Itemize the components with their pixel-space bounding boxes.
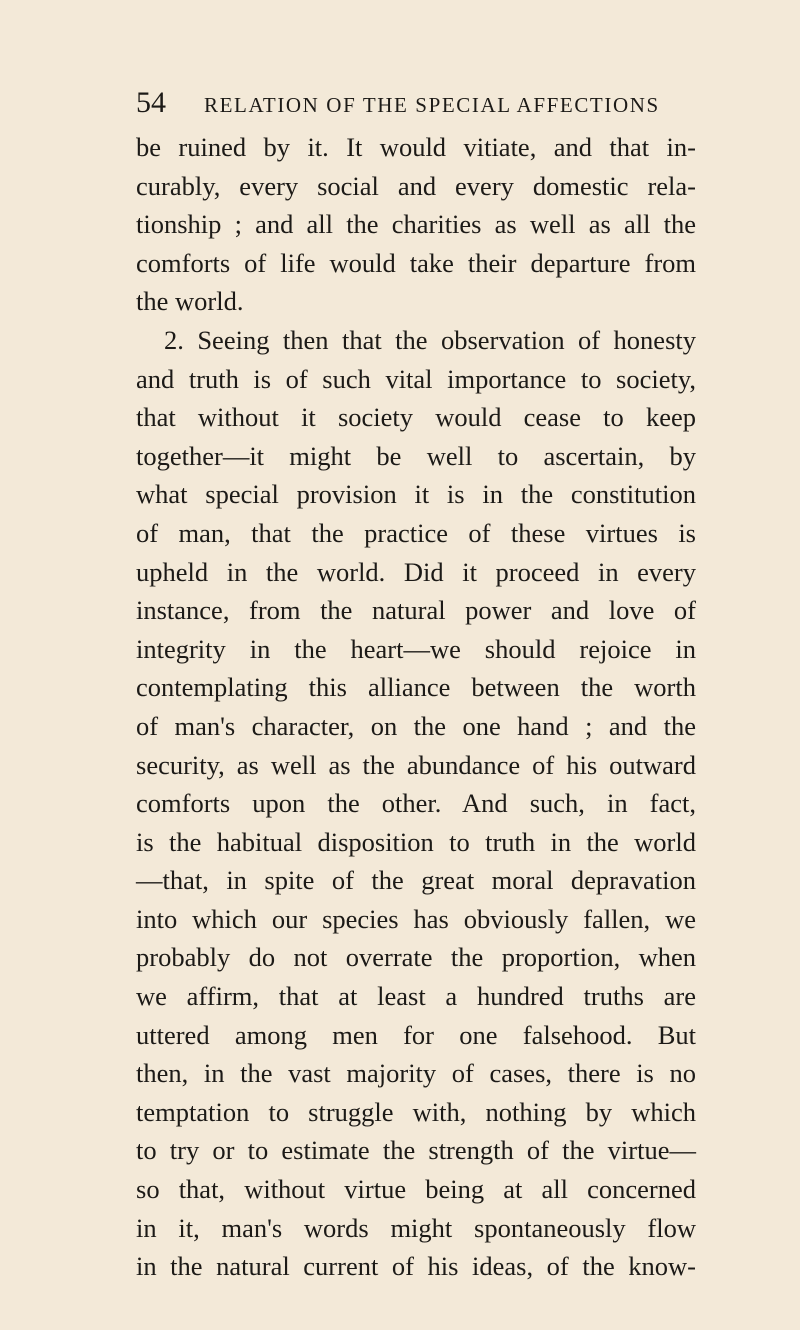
text-line: curably, every social and every domestic rela- [136,170,696,201]
text-line: together—it might be well to ascertain, by [136,440,696,471]
text-line: tionship ; and all the charities as well as all the [136,209,696,240]
text-line: of man's character, on the one hand ; and the [136,710,696,741]
text-line: comforts of life would take their departure from [136,247,696,278]
text-line: into which our species has obviously fallen, we [136,903,696,934]
text-line: —that, in spite of the great moral depravation [136,865,696,896]
text-line: instance, from the natural power and love of [136,595,696,626]
text-line: and truth is of such vital importance to society, [136,363,696,394]
text-line: 2. Seeing then that the observation of honesty [164,324,696,355]
text-line: uttered among men for one falsehood. But [136,1019,696,1050]
running-head [136,86,660,126]
text-line: to try or to estimate the strength of the virtue— [136,1135,696,1166]
text-line: temptation to struggle with, nothing by which [136,1096,696,1127]
text-line: the world. [136,286,244,317]
text-line: that without it society would cease to keep [136,402,696,433]
text-line: we affirm, that at least a hundred truths are [136,981,696,1012]
text-line: security, as well as the abundance of his outward [136,749,696,780]
text-line: upheld in the world. Did it proceed in every [136,556,696,587]
running-head-title: RELATION OF THE SPECIAL AFFECTIONS [204,93,660,117]
page-number: 54 [136,86,166,119]
body-text [136,128,696,1286]
text-line: be ruined by it. It would vitiate, and that in- [136,132,696,162]
text-line: comforts upon the other. And such, in fact, [136,788,696,819]
text-line: what special provision it is in the constitution [136,479,696,510]
text-line: integrity in the heart—we should rejoice in [136,633,696,664]
text-line: then, in the vast majority of cases, there is no [136,1058,696,1089]
text-line: in it, man's words might spontaneously flow [136,1212,696,1243]
text-line: is the habitual disposition to truth in the world [136,826,696,857]
text-line: probably do not overrate the proportion, when [136,942,696,973]
text-line: in the natural current of his ideas, of the know- [136,1251,696,1282]
text-line: contemplating this alliance between the worth [136,672,696,703]
text-line: so that, without virtue being at all concerned [136,1174,696,1205]
text-line: of man, that the practice of these virtues is [136,517,696,548]
